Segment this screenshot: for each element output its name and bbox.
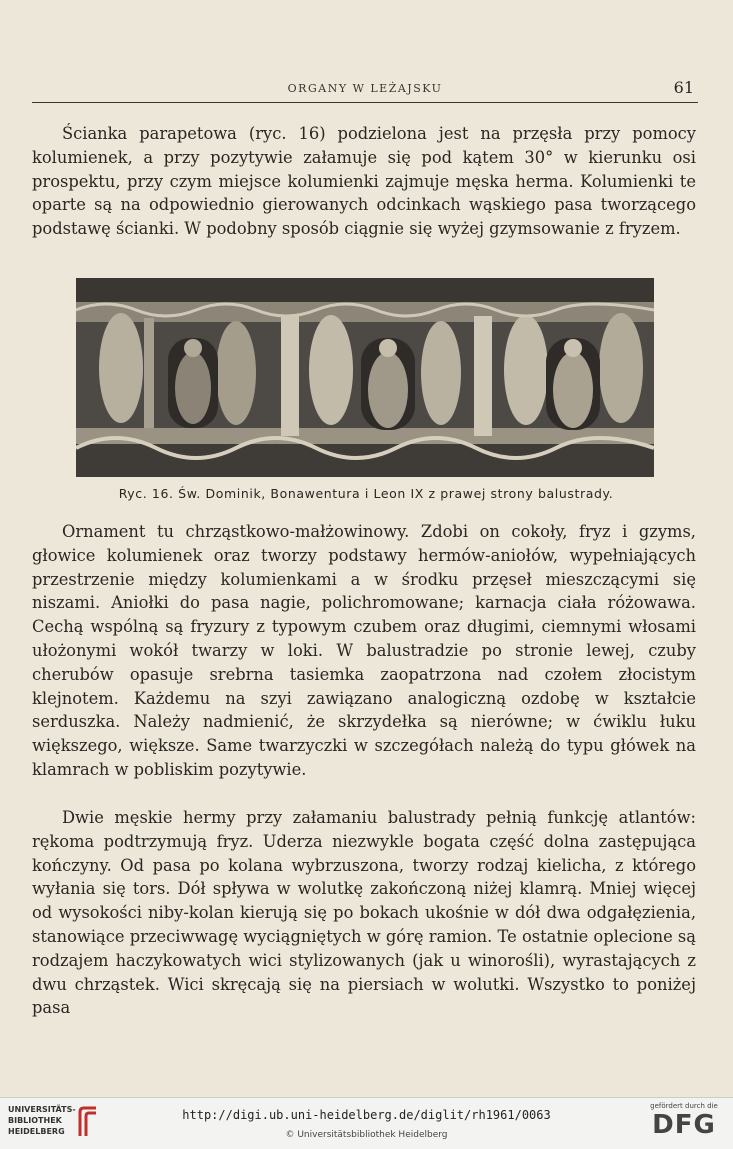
funder-note: gefördert durch die xyxy=(650,1102,718,1110)
permalink-url[interactable]: http://digi.ub.uni-heidelberg.de/diglit/rh1961/0063 xyxy=(182,1108,551,1122)
paragraph-2: Ornament tu chrząstkowo-małżowinowy. Zdobi on cokoły, fryz i gzyms, głowice kolumienek oraz tworzy podstawy hermów-aniołów, wypełniających przestrzenie między kolumienkami a w środku przęseł mieszczącymi się niszami. Aniołki do pasa nagie, polichromowane; karnacja ciała różowawa. Cechą wspólną są fryzury z typowym czubem oraz długimi, ciemnymi włosami ułożonymi wokół twarzy w loki. W balustradzie po stronie lewej, czuby cherubów opasuje srebrna tasiemka zaopatrzona nad czołem złocistym klejnotem. Każdemu na szyi zawiązano analogiczną ozdobę w kształcie serduszka. Należy nadmienić, że skrzydełka są nierówne; w ćwiklu łuku większego, większe. Same twarzyczki w szczegółach należą do typu główek na klamrach w pobliskim pozytywie. xyxy=(32,522,696,779)
balustrade-photo xyxy=(76,278,654,477)
library-line-3: HEIDELBERG xyxy=(8,1127,65,1136)
viewer-footer xyxy=(0,1097,733,1149)
paragraph-1: Ścianka parapetowa (ryc. 16) podzielona jest na przęsła przy pomocy kolumienek, a przy pozytywie załamuje się pod kątem 30° w kierunku osi prospektu, przy czym miejsce kolumienki zajmuje męska herma. Kolumienki te oparte są na odpowiednio gierowanych odcinkach wąskiego pasa tworzącego podstawę ścianki. W podobny sposób ciągnie się wyżej gzymsowanie z fryzem. xyxy=(32,124,696,239)
figure-caption: Ryc. 16. Św. Dominik, Bonawentura i Leon IX z prawej strony balustrady. xyxy=(118,486,614,501)
running-title: ORGANY W LEŻAJSKU xyxy=(287,82,443,95)
funder-logo xyxy=(649,1102,719,1140)
copyright-notice: © Universitätsbibliothek Heidelberg xyxy=(285,1130,448,1140)
page-header xyxy=(32,76,698,103)
library-line-1: UNIVERSITÄTS- xyxy=(8,1105,76,1114)
funder-name: DFG xyxy=(652,1110,716,1140)
library-line-2: BIBLIOTHEK xyxy=(8,1116,62,1125)
paragraph-3: Dwie męskie hermy przy załamaniu balustrady pełnią funkcję atlantów: rękoma podtrzymują fryz. Uderza niezwykle bogata część dolna zastępująca kończyny. Od pasa po kolana wybrzuszona, tworzy rodzaj kielicha, z którego wyłania się tors. Dół spływa w wolutkę zakończoną niżej klamrą. Mniej więcej od wysokości niby-kolan kierują się po bokach ukośnie w dół dwa odgałęzienia, stanowiące przeciwwagę wyciągniętych w górę ramion. Te ostatnie oplecione są rodzajem haczykowatych wici stylizowanych (jak u winorośli), wyrastających z dwu chrząstek. Wici skręcają się na piersiach w wolutki. Wszystko to poniżej pasa xyxy=(32,808,696,1018)
page-number: 61 xyxy=(673,78,694,97)
